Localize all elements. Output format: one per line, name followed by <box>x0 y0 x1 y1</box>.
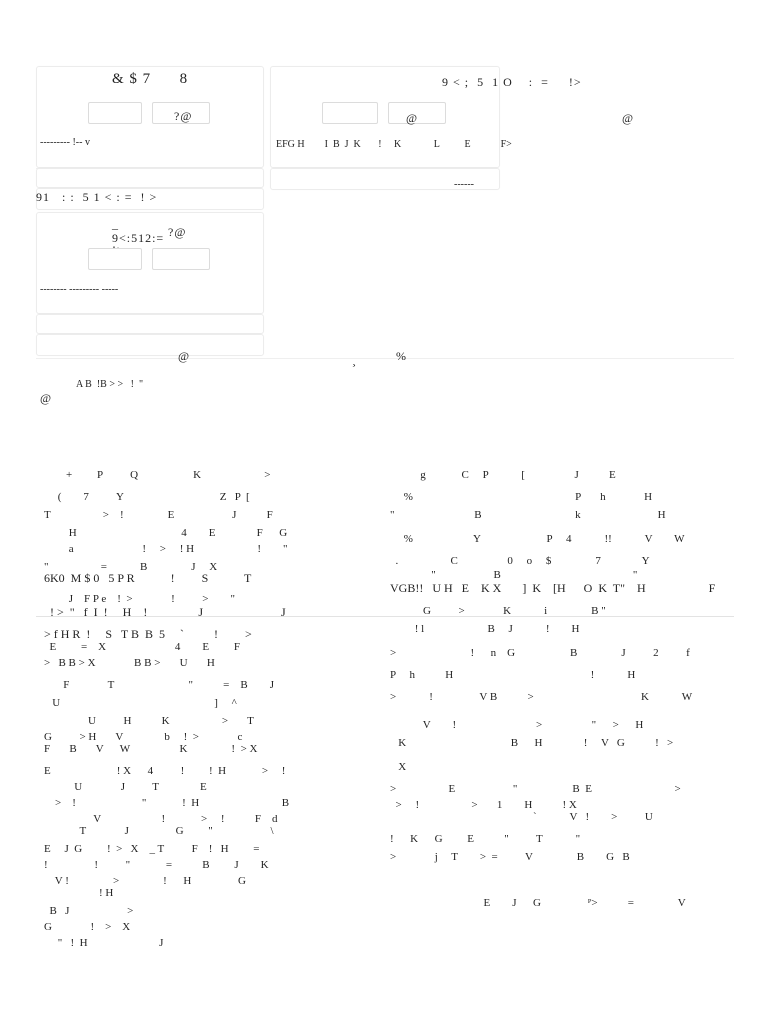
card1-input-1[interactable] <box>88 102 142 124</box>
header-at: @ <box>40 391 53 405</box>
left-line: ! H <box>44 887 114 899</box>
left-line: > ! " ! H B <box>44 797 290 809</box>
right-line: V ! > " > H <box>390 719 644 731</box>
left-line: U J T E <box>44 781 207 793</box>
right-column <box>390 470 734 920</box>
left-line: V ! > ! F d <box>44 813 278 825</box>
bar-pct: % <box>396 349 407 363</box>
left-line: a ! > ! H ! " <box>44 543 288 555</box>
left-line: + P Q K > <box>44 470 271 481</box>
card2-dashes: ------ <box>454 179 474 190</box>
card3-dashes: -------- --------- ----- <box>40 284 119 295</box>
card2-title: 9 < ; 5 1 O : = !> <box>442 75 582 89</box>
left-line: U H K > T <box>44 715 254 727</box>
right-line: X <box>390 761 407 773</box>
left-line: E J G ! > X _ T F ! H = <box>44 843 260 855</box>
left-line: > B B > X B B > U H <box>44 657 215 669</box>
left-line: F B V W K ! > X <box>44 743 258 755</box>
right-line: > E " B E > <box>390 783 681 795</box>
right-line: G > K i B " <box>390 605 606 617</box>
card2-input-2-label: @ <box>406 111 419 125</box>
right-line: P h H ! H <box>390 669 636 681</box>
left-column <box>44 470 374 960</box>
left-line: ( 7 Y Z P [ <box>44 491 250 503</box>
left-line: F T " = B J <box>44 679 275 691</box>
right-line: K B H ! V G ! > <box>390 737 674 749</box>
left-line: H 4 E F G <box>44 527 288 539</box>
right-line: " B " <box>390 569 638 581</box>
left-line: J F P e ! > ! > " <box>44 593 235 605</box>
card3-input-1[interactable] <box>88 248 142 270</box>
header-line: A B !B > > ! " <box>76 379 144 390</box>
left-line: " ! H J <box>44 937 164 949</box>
card3-at: ?@ <box>168 225 187 239</box>
right-line: " B k H <box>390 509 666 521</box>
left-line: " = B J X <box>44 561 218 573</box>
right-line: . C 0 o $ 7 Y <box>390 555 650 567</box>
left-line: T J G " \ <box>44 825 274 837</box>
left-line: E = X 4 E F <box>44 641 240 653</box>
right-line: VGB!! U H E K X ] K [H O K T" H F <box>390 581 716 595</box>
right-line: > ! > 1 H ! X <box>390 799 577 811</box>
right-line: E J G ᴾ> = V <box>390 897 686 909</box>
card3-footer-1 <box>36 314 264 334</box>
left-line: E ! X 4 ! ! H > ! <box>44 765 286 777</box>
right-line: % Y P 4 !! V W <box>390 533 685 545</box>
right-line: g C P [ J E <box>390 470 616 481</box>
right-line: > ! V B > K W <box>390 691 693 703</box>
left-line: U ] ^ <box>44 697 237 709</box>
card3-mid: 9<:512:= <box>112 231 165 245</box>
left-line: > f H R ! S T B B 5 ` ! > <box>44 627 252 641</box>
left-line: G ! > X <box>44 921 131 933</box>
right-line: ! l B J ! H <box>390 623 580 635</box>
card1-dashes: --------- !-- v <box>40 137 90 148</box>
right-line: ! K G E " T " <box>390 833 581 845</box>
left-line: ! > " f I ! H ! J J <box>44 605 286 619</box>
bar-at: @ <box>178 349 191 363</box>
card2-at-right: @ <box>622 111 635 125</box>
card3-top: _ <box>112 217 119 231</box>
left-line: B J > <box>44 905 134 917</box>
left-line: T > ! E J F <box>44 509 273 521</box>
right-line: ` V ! > U <box>390 811 653 823</box>
left-line: V ! > ! H G <box>44 875 246 887</box>
card1-footer <box>36 168 264 188</box>
card1-title: & $ 7 8 <box>112 71 189 87</box>
row-line-text: 91 : : 5 1 < : = ! > <box>36 190 158 204</box>
card3-input-2[interactable] <box>152 248 210 270</box>
panel-card-3 <box>36 212 264 314</box>
right-line: > ! n G B J 2 f <box>390 647 690 659</box>
left-line: G > H V b ! > c <box>44 731 243 743</box>
right-line: > j T > = V B G B <box>390 851 630 863</box>
card3-footer-2 <box>36 334 264 356</box>
left-line: 6K0 M $ 0 5 P R ! S T <box>44 571 252 585</box>
left-line: ! ! " = B J K <box>44 859 269 871</box>
card2-input-1[interactable] <box>322 102 378 124</box>
bar-mark: ¸ <box>352 353 357 367</box>
top-separator <box>36 358 734 359</box>
card1-input-2-label: ?@ <box>174 109 193 123</box>
card2-row: EFG H I B J K ! K L E F> <box>276 139 512 150</box>
right-line: % P h H <box>390 491 653 503</box>
